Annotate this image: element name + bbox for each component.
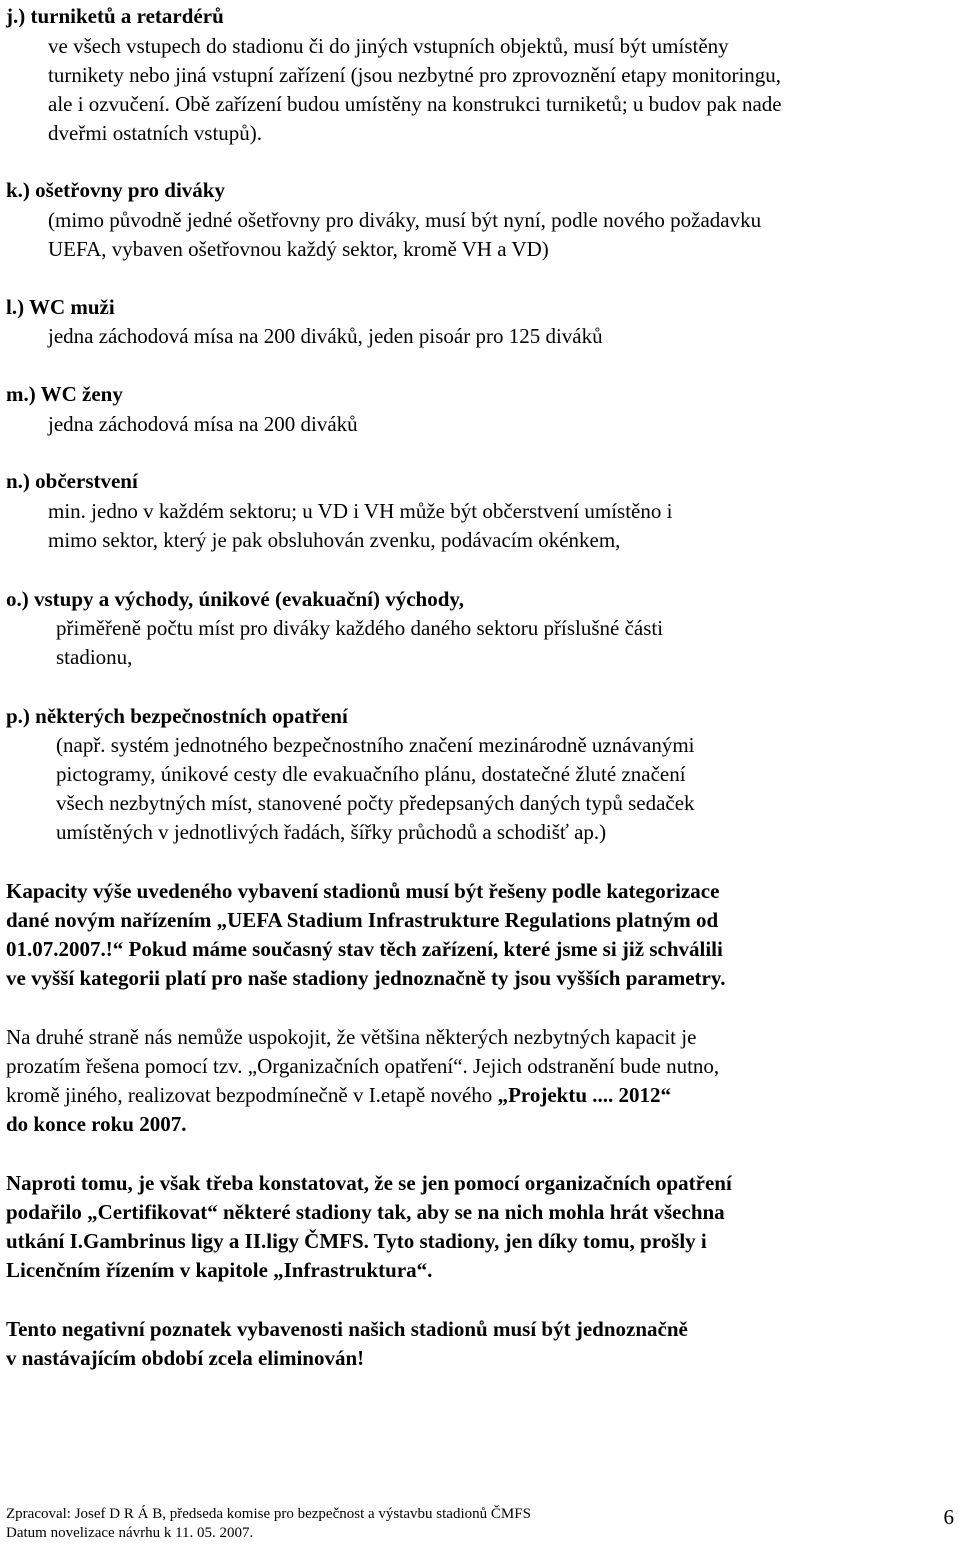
section-n-body — [48, 497, 928, 555]
paragraph-line: Naproti tomu, je však třeba konstatovat, že se jen pomocí organizačních opatření — [6, 1171, 732, 1195]
paragraph-line: ve vyšší kategorii platí pro naše stadiony jednoznačně ty jsou vyšších parametry. — [6, 966, 726, 990]
section-o-body — [56, 614, 936, 672]
paragraph-line: 01.07.2007.!“ Pokud máme současný stav těch zařízení, které jsme si již schválili — [6, 937, 723, 961]
section-k-body — [48, 206, 928, 264]
paragraph-druhe-strane — [6, 1023, 946, 1139]
section-p-line: pictogramy, únikové cesty dle evakuačního plánu, dostatečné žluté značení — [56, 762, 686, 786]
section-m-body — [48, 410, 928, 439]
section-o-heading: o.) vstupy a východy, únikové (evakuační) východy, — [6, 587, 465, 611]
footer-date: Datum novelizace návrhu k 11. 05. 2007. — [6, 1525, 254, 1541]
section-n-heading: n.) občerstvení — [6, 469, 138, 493]
section-m-heading: m.) WC ženy — [6, 382, 123, 406]
section-o-line: stadionu, — [56, 645, 133, 669]
section-j-line: ve všech vstupech do stadionu či do jiných vstupních objektů, musí být umístěny — [48, 34, 729, 58]
section-n-line: min. jedno v každém sektoru; u VD i VH může být občerstvení umístěno i — [48, 499, 673, 523]
section-j-line: dveřmi ostatních vstupů). — [48, 121, 263, 145]
paragraph-text: kromě jiného, realizovat bezpodmínečně v I.etapě nového — [6, 1083, 498, 1107]
paragraph-line: do konce roku 2007. — [6, 1112, 187, 1136]
paragraph-line: Na druhé straně nás nemůže uspokojit, že většina některých nezbytných kapacit je — [6, 1025, 697, 1049]
footer-author: Zpracoval: Josef D R Á B, předseda komise pro bezpečnost a výstavbu stadionů ČMFS — [6, 1506, 531, 1522]
paragraph-line: podařilo „Certifikovat“ některé stadiony tak, aby se na nich mohla hrát všechna — [6, 1200, 725, 1224]
paragraph-naproti — [6, 1169, 946, 1285]
section-j-heading: j.) turniketů a retardérů — [6, 4, 224, 28]
section-l-heading: l.) WC muži — [6, 295, 115, 319]
page-number: 6 — [943, 1505, 954, 1529]
section-p-heading: p.) některých bezpečnostních opatření — [6, 704, 348, 728]
section-p-line: všech nezbytných míst, stanovené počty předepsaných daných typů sedaček — [56, 791, 695, 815]
section-m-line: jedna záchodová mísa na 200 diváků — [48, 412, 358, 436]
section-l-line: jedna záchodová mísa na 200 diváků, jeden pisoár pro 125 diváků — [48, 324, 603, 348]
section-o-line: přiměřeně počtu míst pro diváky každého daného sektoru příslušné části — [56, 616, 664, 640]
section-k-line: UEFA, vybaven ošetřovnou každý sektor, kromě VH a VD) — [48, 237, 549, 261]
paragraph-line — [6, 1081, 946, 1110]
section-p-line: (např. systém jednotného bezpečnostního značení mezinárodně uznávanými — [56, 733, 695, 757]
section-k-line: (mimo původně jedné ošetřovny pro diváky, musí být nyní, podle nového požadavku — [48, 208, 762, 232]
section-p-line: umístěných v jednotlivých řadách, šířky průchodů a schodišť ap.) — [56, 820, 607, 844]
paragraph-line: Licenčním řízením v kapitole „Infrastruktura“. — [6, 1258, 433, 1282]
section-j-line: ale i ozvučení. Obě zařízení budou umístěny na konstrukci turniketů; u budov pak nade — [48, 92, 782, 116]
section-p-body — [56, 731, 936, 847]
paragraph-tento — [6, 1315, 946, 1373]
section-l-body — [48, 322, 928, 351]
paragraph-line: Kapacity výše uvedeného vybavení stadionů musí být řešeny podle kategorizace — [6, 879, 720, 903]
section-n-line: mimo sektor, který je pak obsluhován zvenku, podávacím okénkem, — [48, 528, 621, 552]
paragraph-line: prozatím řešena pomocí tzv. „Organizačních opatření“. Jejich odstranění bude nutno, — [6, 1054, 720, 1078]
paragraph-line: v nastávajícím období zcela eliminován! — [6, 1346, 365, 1370]
paragraph-kapacity — [6, 877, 946, 993]
paragraph-line: dané novým nařízením „UEFA Stadium Infrastrukture Regulations platným od — [6, 908, 719, 932]
section-j-line: turnikety nebo jiná vstupní zařízení (jsou nezbytné pro zprovoznění etapy monitoringu, — [48, 63, 782, 87]
section-k-heading: k.) ošetřovny pro diváky — [6, 178, 225, 202]
paragraph-line: utkání I.Gambrinus ligy a II.ligy ČMFS. Tyto stadiony, jen díky tomu, prošly i — [6, 1229, 707, 1253]
paragraph-line: Tento negativní poznatek vybavenosti našich stadionů musí být jednoznačně — [6, 1317, 688, 1341]
section-j-body — [48, 32, 928, 148]
project-name: „Projektu .... 2012“ — [497, 1083, 671, 1107]
